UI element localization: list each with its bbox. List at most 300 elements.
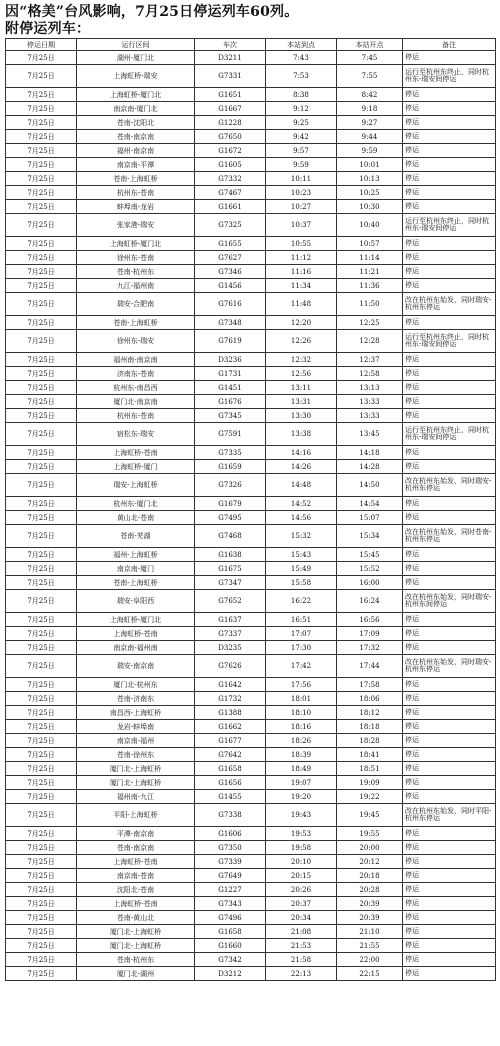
- cell-train-number: G1679: [195, 497, 266, 511]
- cell-arrival: 11:12: [266, 251, 337, 265]
- cell-route: 瑞安-南京南: [77, 655, 195, 678]
- cell-route: 苍南-杭州东: [77, 265, 195, 279]
- cell-route: 瑞安-上海虹桥: [77, 474, 195, 497]
- cell-date: 7月25日: [6, 353, 77, 367]
- cell-train-number: G7468: [195, 525, 266, 548]
- cell-route: 沈阳北-苍南: [77, 883, 195, 897]
- cell-arrival: 16:22: [266, 590, 337, 613]
- cell-arrival: 12:26: [266, 330, 337, 353]
- table-row: [6, 446, 496, 460]
- cell-train-number: G1658: [195, 925, 266, 939]
- cell-route: 苍南-黄山北: [77, 911, 195, 925]
- cell-train-number: G1677: [195, 734, 266, 748]
- table-row: [6, 911, 496, 925]
- cell-train-number: G7649: [195, 869, 266, 883]
- cell-train-number: G1606: [195, 827, 266, 841]
- cell-train-number: G7350: [195, 841, 266, 855]
- cell-route: 福州南-南京南: [77, 353, 195, 367]
- table-row: [6, 51, 496, 65]
- cell-arrival: 17:42: [266, 655, 337, 678]
- cell-date: 7月25日: [6, 525, 77, 548]
- cell-date: 7月25日: [6, 237, 77, 251]
- cell-arrival: 7:43: [266, 51, 337, 65]
- cell-arrival: 14:56: [266, 511, 337, 525]
- cell-departure: 10:25: [337, 186, 403, 200]
- cell-arrival: 13:31: [266, 395, 337, 409]
- cell-route: 福州-南京南: [77, 144, 195, 158]
- cell-train-number: G7331: [195, 65, 266, 88]
- table-row: [6, 720, 496, 734]
- cell-arrival: 21:08: [266, 925, 337, 939]
- heading-line-1: 因“格美”台风影响，7月25日停运列车60列。: [5, 4, 299, 20]
- cell-route: 上海虹桥-厦门北: [77, 237, 195, 251]
- cell-train-number: G1659: [195, 460, 266, 474]
- cell-route: 厦门北-上海虹桥: [77, 776, 195, 790]
- cell-route: 苍南-上海虹桥: [77, 576, 195, 590]
- cell-departure: 9:59: [337, 144, 403, 158]
- cell-date: 7月25日: [6, 130, 77, 144]
- cell-train-number: G7342: [195, 953, 266, 967]
- cell-train-number: G7627: [195, 251, 266, 265]
- table-row: [6, 511, 496, 525]
- table-row: [6, 409, 496, 423]
- cell-arrival: 13:11: [266, 381, 337, 395]
- table-row: [6, 804, 496, 827]
- header-departure: 本站开点: [337, 39, 403, 51]
- table-row: [6, 88, 496, 102]
- cell-route: 徐州东-苍南: [77, 251, 195, 265]
- cell-remarks: 停运: [403, 613, 496, 627]
- cell-departure: 9:18: [337, 102, 403, 116]
- cell-route: 厦门北-上海虹桥: [77, 939, 195, 953]
- table-row: [6, 293, 496, 316]
- cell-arrival: 10:27: [266, 200, 337, 214]
- cell-date: 7月25日: [6, 869, 77, 883]
- cell-remarks: 停运: [403, 562, 496, 576]
- cell-arrival: 15:32: [266, 525, 337, 548]
- cell-arrival: 13:38: [266, 423, 337, 446]
- cell-date: 7月25日: [6, 446, 77, 460]
- cell-departure: 20:39: [337, 911, 403, 925]
- cell-date: 7月25日: [6, 460, 77, 474]
- table-row: [6, 706, 496, 720]
- cell-departure: 12:25: [337, 316, 403, 330]
- cell-departure: 12:37: [337, 353, 403, 367]
- cell-arrival: 15:43: [266, 548, 337, 562]
- cell-departure: 21:10: [337, 925, 403, 939]
- cell-train-number: G1731: [195, 367, 266, 381]
- cell-date: 7月25日: [6, 613, 77, 627]
- header-date: 停运日期: [6, 39, 77, 51]
- cell-date: 7月25日: [6, 897, 77, 911]
- cell-remarks: 停运: [403, 925, 496, 939]
- cell-remarks: 停运: [403, 409, 496, 423]
- table-row: [6, 497, 496, 511]
- table-row: [6, 330, 496, 353]
- cell-route: 上海虹桥-苍南: [77, 627, 195, 641]
- cell-date: 7月25日: [6, 627, 77, 641]
- header-arrival: 本站到点: [266, 39, 337, 51]
- cell-route: 苍南-济南东: [77, 692, 195, 706]
- cell-date: 7月25日: [6, 967, 77, 981]
- cell-route: 上海虹桥-苍南: [77, 446, 195, 460]
- cell-route: 南京南-平潭: [77, 158, 195, 172]
- cell-arrival: 9:25: [266, 116, 337, 130]
- cell-train-number: G7332: [195, 172, 266, 186]
- cell-train-number: G1661: [195, 200, 266, 214]
- cell-remarks: 运行至杭州东终止，同时杭州东-瑞安间停运: [403, 65, 496, 88]
- cell-arrival: 14:52: [266, 497, 337, 511]
- cell-remarks: 停运: [403, 762, 496, 776]
- cell-remarks: 改在杭州东始发，同时瑞安-杭州东停运: [403, 655, 496, 678]
- cell-date: 7月25日: [6, 548, 77, 562]
- cell-remarks: 停运: [403, 497, 496, 511]
- cell-departure: 21:55: [337, 939, 403, 953]
- cell-departure: 10:13: [337, 172, 403, 186]
- cell-route: 厦门北-南京南: [77, 395, 195, 409]
- table-row: [6, 116, 496, 130]
- cell-route: 厦门北-上海虹桥: [77, 762, 195, 776]
- table-row: [6, 762, 496, 776]
- table-header-row: [6, 39, 496, 51]
- cell-route: 福州-上海虹桥: [77, 548, 195, 562]
- cell-arrival: 12:32: [266, 353, 337, 367]
- cell-route: 厦门北-上海虹桥: [77, 925, 195, 939]
- cell-arrival: 18:10: [266, 706, 337, 720]
- cell-remarks: 改在杭州东始发，同时苍南-杭州东停运: [403, 525, 496, 548]
- table-row: [6, 641, 496, 655]
- cell-departure: 11:50: [337, 293, 403, 316]
- cell-arrival: 9:57: [266, 144, 337, 158]
- table-row: [6, 186, 496, 200]
- cell-departure: 15:52: [337, 562, 403, 576]
- table-row: [6, 655, 496, 678]
- cell-departure: 15:45: [337, 548, 403, 562]
- cell-departure: 18:51: [337, 762, 403, 776]
- cell-train-number: G7642: [195, 748, 266, 762]
- table-row: [6, 525, 496, 548]
- cell-date: 7月25日: [6, 734, 77, 748]
- cell-train-number: G7345: [195, 409, 266, 423]
- cell-departure: 15:34: [337, 525, 403, 548]
- cell-departure: 10:57: [337, 237, 403, 251]
- cell-arrival: 11:48: [266, 293, 337, 316]
- cell-train-number: G1638: [195, 548, 266, 562]
- cell-remarks: 停运: [403, 911, 496, 925]
- table-row: [6, 214, 496, 237]
- cell-departure: 14:54: [337, 497, 403, 511]
- cell-train-number: G1455: [195, 790, 266, 804]
- cell-train-number: G1388: [195, 706, 266, 720]
- cell-remarks: 停运: [403, 776, 496, 790]
- cell-departure: 20:12: [337, 855, 403, 869]
- table-row: [6, 939, 496, 953]
- cell-date: 7月25日: [6, 474, 77, 497]
- cell-route: 厦门北-杭州东: [77, 678, 195, 692]
- cell-route: 平阳-上海虹桥: [77, 804, 195, 827]
- cell-remarks: 停运: [403, 734, 496, 748]
- cell-remarks: 停运: [403, 395, 496, 409]
- cell-departure: 17:32: [337, 641, 403, 655]
- cell-departure: 16:56: [337, 613, 403, 627]
- cell-route: 杭州东-厦门北: [77, 497, 195, 511]
- table-row: [6, 855, 496, 869]
- cell-route: 杭州东-南昌西: [77, 381, 195, 395]
- cell-train-number: G7496: [195, 911, 266, 925]
- suspended-trains-table: [5, 38, 496, 981]
- cell-remarks: 停运: [403, 130, 496, 144]
- cell-route: 苍南-南京南: [77, 130, 195, 144]
- cell-route: 厦门北-湖州: [77, 967, 195, 981]
- cell-train-number: D3211: [195, 51, 266, 65]
- cell-remarks: 改在杭州东始发，同时平阳-杭州东停运: [403, 804, 496, 827]
- cell-remarks: 停运: [403, 51, 496, 65]
- cell-route: 南京南-厦门: [77, 562, 195, 576]
- cell-date: 7月25日: [6, 316, 77, 330]
- cell-departure: 9:27: [337, 116, 403, 130]
- cell-route: 瑞安-合肥南: [77, 293, 195, 316]
- cell-departure: 20:28: [337, 883, 403, 897]
- table-row: [6, 279, 496, 293]
- cell-date: 7月25日: [6, 748, 77, 762]
- cell-train-number: D3235: [195, 641, 266, 655]
- cell-remarks: 停运: [403, 678, 496, 692]
- cell-departure: 11:36: [337, 279, 403, 293]
- cell-train-number: G1672: [195, 144, 266, 158]
- cell-route: 苍南-芜湖: [77, 525, 195, 548]
- cell-departure: 10:40: [337, 214, 403, 237]
- cell-date: 7月25日: [6, 251, 77, 265]
- cell-train-number: G1667: [195, 102, 266, 116]
- cell-train-number: G7346: [195, 265, 266, 279]
- cell-remarks: 停运: [403, 367, 496, 381]
- cell-train-number: G1227: [195, 883, 266, 897]
- cell-arrival: 8:38: [266, 88, 337, 102]
- cell-arrival: 19:58: [266, 841, 337, 855]
- cell-remarks: 停运: [403, 200, 496, 214]
- cell-remarks: 停运: [403, 237, 496, 251]
- table-row: [6, 953, 496, 967]
- cell-departure: 12:28: [337, 330, 403, 353]
- cell-date: 7月25日: [6, 409, 77, 423]
- table-row: [6, 395, 496, 409]
- notice-heading: [0, 0, 500, 38]
- table-row: [6, 102, 496, 116]
- header-train-number: 车次: [195, 39, 266, 51]
- table-row: [6, 627, 496, 641]
- cell-departure: 16:24: [337, 590, 403, 613]
- table-row: [6, 65, 496, 88]
- cell-departure: 7:55: [337, 65, 403, 88]
- cell-date: 7月25日: [6, 497, 77, 511]
- cell-train-number: G1456: [195, 279, 266, 293]
- cell-route: 苍南-杭州东: [77, 953, 195, 967]
- cell-remarks: 停运: [403, 353, 496, 367]
- cell-train-number: G1651: [195, 88, 266, 102]
- cell-route: 南京南-福州: [77, 734, 195, 748]
- cell-date: 7月25日: [6, 102, 77, 116]
- cell-arrival: 21:58: [266, 953, 337, 967]
- table-row: [6, 474, 496, 497]
- cell-remarks: 停运: [403, 548, 496, 562]
- cell-remarks: 运行至杭州东终止，同时杭州东-瑞安间停运: [403, 330, 496, 353]
- cell-remarks: 停运: [403, 953, 496, 967]
- cell-route: 苍南-上海虹桥: [77, 316, 195, 330]
- cell-departure: 20:00: [337, 841, 403, 855]
- table-row: [6, 967, 496, 981]
- cell-train-number: G1451: [195, 381, 266, 395]
- cell-route: 福州南-九江: [77, 790, 195, 804]
- table-row: [6, 841, 496, 855]
- cell-route: 南京南-福州南: [77, 641, 195, 655]
- header-route: 运行区间: [77, 39, 195, 51]
- cell-date: 7月25日: [6, 265, 77, 279]
- cell-date: 7月25日: [6, 590, 77, 613]
- cell-date: 7月25日: [6, 144, 77, 158]
- cell-arrival: 20:34: [266, 911, 337, 925]
- cell-arrival: 18:39: [266, 748, 337, 762]
- cell-date: 7月25日: [6, 641, 77, 655]
- cell-remarks: 停运: [403, 576, 496, 590]
- cell-departure: 10:01: [337, 158, 403, 172]
- cell-date: 7月25日: [6, 158, 77, 172]
- cell-date: 7月25日: [6, 279, 77, 293]
- cell-train-number: G7495: [195, 511, 266, 525]
- cell-remarks: 停运: [403, 172, 496, 186]
- cell-date: 7月25日: [6, 855, 77, 869]
- cell-date: 7月25日: [6, 939, 77, 953]
- cell-train-number: G1656: [195, 776, 266, 790]
- cell-departure: 13:33: [337, 409, 403, 423]
- cell-route: 杭州东-苍南: [77, 186, 195, 200]
- cell-train-number: G1676: [195, 395, 266, 409]
- cell-departure: 13:33: [337, 395, 403, 409]
- cell-remarks: 运行至杭州东终止，同时杭州东-瑞安间停运: [403, 423, 496, 446]
- cell-arrival: 15:58: [266, 576, 337, 590]
- cell-arrival: 18:01: [266, 692, 337, 706]
- cell-arrival: 22:13: [266, 967, 337, 981]
- cell-train-number: G7348: [195, 316, 266, 330]
- cell-remarks: 停运: [403, 460, 496, 474]
- cell-train-number: G7339: [195, 855, 266, 869]
- cell-arrival: 19:43: [266, 804, 337, 827]
- cell-arrival: 9:42: [266, 130, 337, 144]
- cell-arrival: 18:49: [266, 762, 337, 776]
- table-row: [6, 172, 496, 186]
- cell-date: 7月25日: [6, 562, 77, 576]
- cell-train-number: G7343: [195, 897, 266, 911]
- table-row: [6, 548, 496, 562]
- cell-route: 蚌埠南-龙岩: [77, 200, 195, 214]
- cell-remarks: 停运: [403, 841, 496, 855]
- cell-train-number: G1658: [195, 762, 266, 776]
- cell-date: 7月25日: [6, 720, 77, 734]
- cell-route: 九江-福州南: [77, 279, 195, 293]
- table-row: [6, 460, 496, 474]
- table-row: [6, 678, 496, 692]
- cell-date: 7月25日: [6, 706, 77, 720]
- cell-remarks: 停运: [403, 883, 496, 897]
- cell-arrival: 19:20: [266, 790, 337, 804]
- cell-train-number: G7335: [195, 446, 266, 460]
- cell-train-number: G7347: [195, 576, 266, 590]
- cell-date: 7月25日: [6, 692, 77, 706]
- cell-train-number: G7326: [195, 474, 266, 497]
- cell-arrival: 10:23: [266, 186, 337, 200]
- cell-route: 南京南-苍南: [77, 869, 195, 883]
- cell-remarks: 停运: [403, 88, 496, 102]
- cell-route: 张家港-瑞安: [77, 214, 195, 237]
- cell-departure: 20:18: [337, 869, 403, 883]
- cell-departure: 15:07: [337, 511, 403, 525]
- cell-route: 上海虹桥-苍南: [77, 897, 195, 911]
- cell-departure: 20:39: [337, 897, 403, 911]
- cell-train-number: G1655: [195, 237, 266, 251]
- cell-departure: 9:44: [337, 130, 403, 144]
- cell-arrival: 19:53: [266, 827, 337, 841]
- table-row: [6, 251, 496, 265]
- cell-departure: 14:50: [337, 474, 403, 497]
- cell-train-number: G1637: [195, 613, 266, 627]
- table-row: [6, 748, 496, 762]
- table-row: [6, 576, 496, 590]
- cell-route: 杭州东-苍南: [77, 409, 195, 423]
- cell-route: 瑞安-阜阳西: [77, 590, 195, 613]
- cell-remarks: 停运: [403, 692, 496, 706]
- cell-date: 7月25日: [6, 51, 77, 65]
- cell-train-number: G7626: [195, 655, 266, 678]
- cell-date: 7月25日: [6, 65, 77, 88]
- cell-remarks: 改在杭州东始发，同时瑞安-杭州东停运: [403, 293, 496, 316]
- cell-route: 上海虹桥-瑞安: [77, 65, 195, 88]
- table-row: [6, 316, 496, 330]
- cell-date: 7月25日: [6, 214, 77, 237]
- cell-arrival: 14:26: [266, 460, 337, 474]
- table-row: [6, 776, 496, 790]
- cell-departure: 18:28: [337, 734, 403, 748]
- cell-date: 7月25日: [6, 655, 77, 678]
- cell-date: 7月25日: [6, 293, 77, 316]
- cell-departure: 13:45: [337, 423, 403, 446]
- cell-train-number: G7591: [195, 423, 266, 446]
- table-row: [6, 367, 496, 381]
- cell-remarks: 停运: [403, 790, 496, 804]
- cell-arrival: 14:16: [266, 446, 337, 460]
- cell-date: 7月25日: [6, 367, 77, 381]
- cell-train-number: G7338: [195, 804, 266, 827]
- cell-departure: 17:09: [337, 627, 403, 641]
- cell-arrival: 17:30: [266, 641, 337, 655]
- cell-route: 苍南-上海虹桥: [77, 172, 195, 186]
- cell-route: 南昌西-上海虹桥: [77, 706, 195, 720]
- cell-arrival: 16:51: [266, 613, 337, 627]
- table-row: [6, 613, 496, 627]
- cell-date: 7月25日: [6, 827, 77, 841]
- cell-arrival: 17:07: [266, 627, 337, 641]
- table-row: [6, 869, 496, 883]
- cell-date: 7月25日: [6, 381, 77, 395]
- cell-train-number: G7337: [195, 627, 266, 641]
- cell-remarks: 停运: [403, 827, 496, 841]
- cell-date: 7月25日: [6, 883, 77, 897]
- cell-route: 上海虹桥-厦门: [77, 460, 195, 474]
- cell-date: 7月25日: [6, 804, 77, 827]
- cell-remarks: 停运: [403, 251, 496, 265]
- cell-remarks: 改在杭州东始发，同时瑞安-杭州东停运: [403, 474, 496, 497]
- cell-remarks: 停运: [403, 116, 496, 130]
- cell-departure: 16:00: [337, 576, 403, 590]
- cell-arrival: 20:26: [266, 883, 337, 897]
